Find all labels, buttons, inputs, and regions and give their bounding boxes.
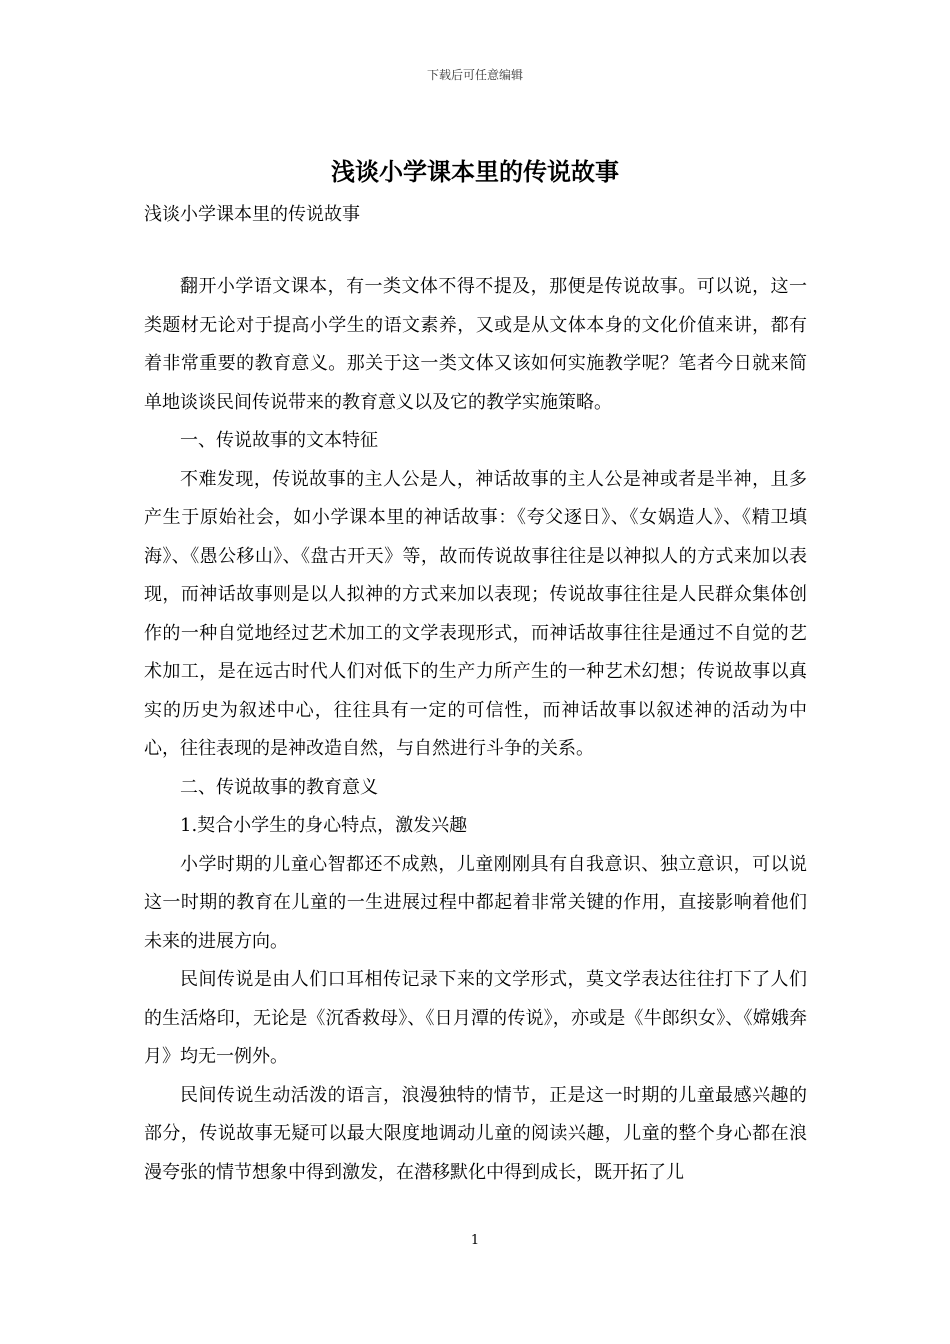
paragraph: 翻开小学语文课本，有一类文体不得不提及，那便是传说故事。可以说，这一类题材无论对于提高小学生的语文素养，又或是从文体本身的文化价值来讲，都有着非常重要的教育意义。那关于这一类文体又该如何实施教学呢？笔者今日就来简单地谈谈民间传说带来的教育意义以及它的教学实施策略。 <box>144 276 807 413</box>
page-number: 1 <box>470 1233 480 1248</box>
document-body <box>144 268 807 1192</box>
section-heading: 二、传说故事的教育意义 <box>180 776 378 798</box>
paragraph: 不难发现，传说故事的主人公是人，神话故事的主人公是神或者是半神，且多产生于原始社会，如小学课本里的神话故事：《夸父逐日》、《女娲造人》、《精卫填海》、《愚公移山》、《盘古开天》等，故而传说故事往往是以神拟人的方式来加以表现，而神话故事则是以人拟神的方式来加以表现；传说故事往往是人民群众集体创作的一种自觉地经过艺术加工的文学表现形式，而神话故事往往是通过不自觉的艺术加工，是在远古时代人们对低下的生产力所产生的一种艺术幻想；传说故事以真实的历史为叙述中心，往往具有一定的可信性，而神话故事以叙述神的活动为中心，往往表现的是神改造自然，与自然进行斗争的关系。 <box>144 468 807 759</box>
paragraph: 小学时期的儿童心智都还不成熟，儿童刚刚具有自我意识、独立意识，可以说这一时期的教育在儿童的一生进展过程中都起着非常关键的作用，直接影响着他们未来的进展方向。 <box>144 853 807 952</box>
subsection-heading: 1.契合小学生的身心特点，激发兴趣 <box>180 815 468 836</box>
document-title: 浅谈小学课本里的传说故事 <box>331 157 619 186</box>
paragraph: 民间传说生动活泼的语言，浪漫独特的情节，正是这一时期的儿童最感兴趣的部分，传说故事无疑可以最大限度地调动儿童的阅读兴趣，儿童的整个身心都在浪漫夸张的情节想象中得到激发，在潜移默化中得到成长，既开拓了儿 <box>144 1084 807 1183</box>
document-subtitle: 浅谈小学课本里的传说故事 <box>144 204 360 225</box>
section-heading: 一、传说故事的文本特征 <box>180 430 378 451</box>
paragraph: 民间传说是由人们口耳相传记录下来的文学形式，莫文学表达往往打下了人们的生活烙印，无论是《沉香救母》、《日月潭的传说》，亦或是《牛郎织女》、《嫦娥奔月》均无一例外。 <box>144 969 807 1067</box>
header-note: 下载后可任意编辑 <box>426 68 523 82</box>
